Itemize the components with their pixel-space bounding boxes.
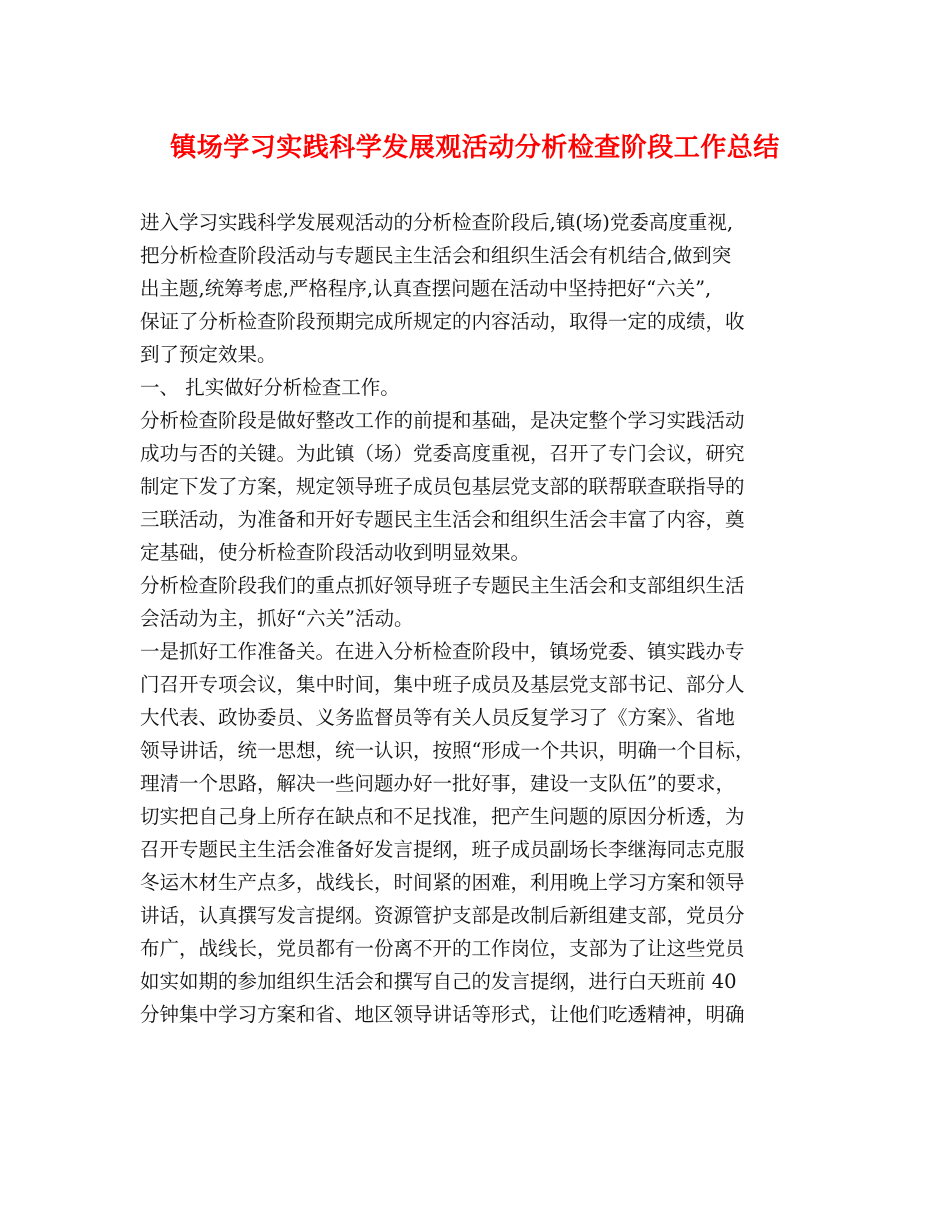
- text-line: 布广，战线长，党员都有一份离不开的工作岗位，支部为了让这些党员: [140, 937, 745, 960]
- section-heading: 一、 扎实做好分析检查工作。: [140, 376, 400, 399]
- text-line: 领导讲话，统一思想，统一认识，按照“形成一个共识，明确一个目标，: [140, 739, 755, 762]
- text-line: 制定下发了方案，规定领导班子成员包基层党支部的联帮联查联指导的: [140, 475, 745, 498]
- text-line: 定基础，使分析检查阶段活动收到明显效果。: [140, 541, 531, 564]
- text-line: 分钟集中学习方案和省、地区领导讲话等形式，让他们吃透精神，明确: [140, 1003, 745, 1026]
- text-line: 成功与否的关键。为此镇（场）党委高度重视，召开了专门会议，研究: [140, 442, 745, 465]
- text-line: 分析检查阶段是做好整改工作的前提和基础，是决定整个学习实践活动: [140, 409, 745, 432]
- text-line: 会活动为主，抓好“六关”活动。: [140, 607, 414, 630]
- document-title: 镇场学习实践科学发展观活动分析检查阶段工作总结: [170, 133, 780, 163]
- text-line: 保证了分析检查阶段预期完成所规定的内容活动，取得一定的成绩，收: [140, 310, 745, 333]
- text-line: 分析检查阶段我们的重点抓好领导班子专题民主生活会和支部组织生活: [140, 574, 745, 597]
- text-line: 到了预定效果。: [140, 343, 277, 366]
- text-line: 把分析检查阶段活动与专题民主生活会和组织生活会有机结合,做到突: [140, 244, 732, 267]
- text-line: 冬运木材生产点多，战线长，时间紧的困难，利用晚上学习方案和领导: [140, 871, 745, 894]
- text-line: 如实如期的参加组织生活会和撰写自己的发言提纲，进行白天班前 40: [140, 970, 737, 993]
- text-line: 理清一个思路，解决一些问题办好一批好事，建设一支队伍”的要求，: [140, 772, 735, 795]
- text-line: 一是抓好工作准备关。在进入分析检查阶段中，镇场党委、镇实践办专: [140, 640, 745, 663]
- text-line: 出主题,统筹考虑,严格程序,认真查摆问题在活动中坚持把好“六关”,: [140, 277, 712, 300]
- document-body: [140, 206, 820, 1031]
- text-line: 门召开专项会议，集中时间，集中班子成员及基层党支部书记、部分人: [140, 673, 745, 696]
- text-line: 大代表、政协委员、义务监督员等有关人员反复学习了《方案》、省地: [140, 706, 735, 729]
- text-line: 进入学习实践科学发展观活动的分析检查阶段后,镇(场)党委高度重视,: [140, 211, 734, 234]
- text-line: 切实把自己身上所存在缺点和不足找准，把产生问题的原因分析透，为: [140, 805, 745, 828]
- text-line: 召开专题民主生活会准备好发言提纲，班子成员副场长李继海同志克服: [140, 838, 745, 861]
- text-line: 三联活动，为准备和开好专题民主生活会和组织生活会丰富了内容，奠: [140, 508, 745, 531]
- text-line: 讲话，认真撰写发言提纲。资源管护支部是改制后新组建支部，党员分: [140, 904, 745, 927]
